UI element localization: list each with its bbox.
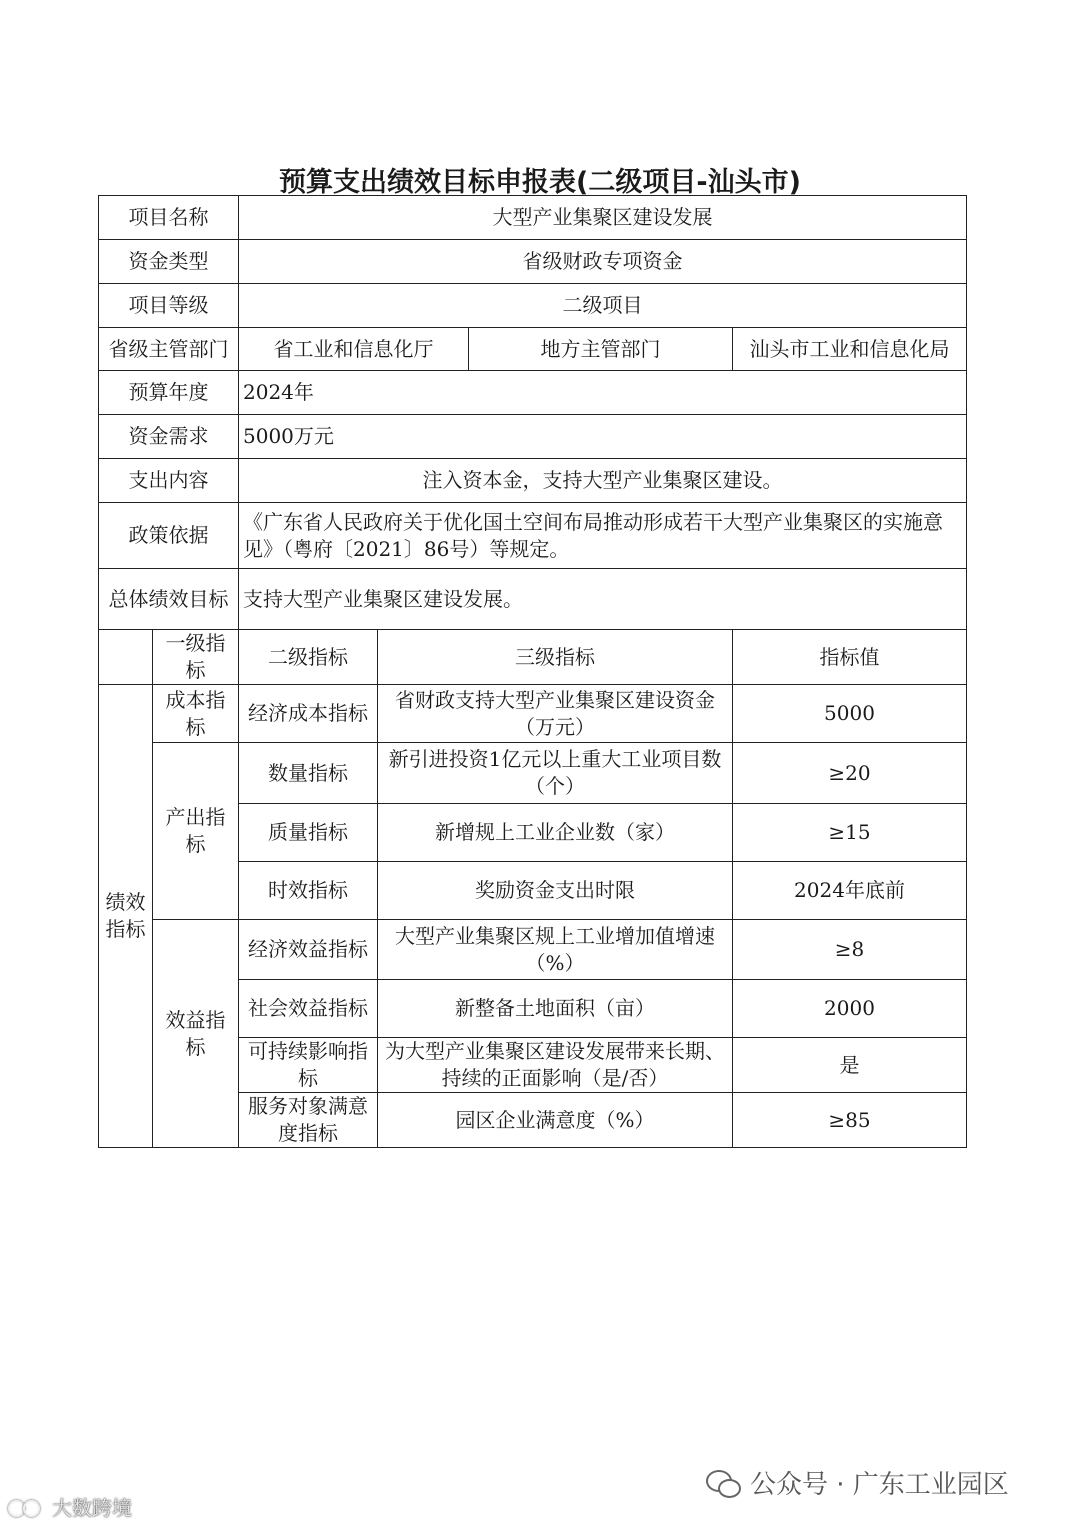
header-level3: 三级指标 (378, 630, 733, 685)
row-level2: 经济成本指标 (239, 685, 378, 743)
fund-type-label: 资金类型 (99, 240, 239, 284)
row-value: 5000 (733, 685, 967, 743)
prov-dept-label: 省级主管部门 (99, 328, 239, 371)
row-value: ≥8 (733, 920, 967, 980)
fund-demand-label: 资金需求 (99, 415, 239, 459)
project-level-label: 项目等级 (99, 284, 239, 328)
policy-basis-label: 政策依据 (99, 503, 239, 569)
row-level2: 质量指标 (239, 804, 378, 862)
row-level3: 省财政支持大型产业集聚区建设资金（万元） (378, 685, 733, 743)
header-level1: 一级指标 (153, 630, 239, 685)
local-dept-label: 地方主管部门 (469, 328, 733, 371)
wechat-watermark (706, 1464, 1009, 1501)
row-value: ≥20 (733, 743, 967, 804)
wechat-icon (706, 1468, 740, 1498)
row-level2: 可持续影响指标 (239, 1038, 378, 1093)
project-level-value: 二级项目 (239, 284, 967, 328)
project-name-label: 项目名称 (99, 196, 239, 240)
header-blank-cell (99, 630, 153, 685)
row-level3: 新增规上工业企业数（家） (378, 804, 733, 862)
row-level3: 新整备土地面积（亩） (378, 980, 733, 1038)
row-value: 是 (733, 1038, 967, 1093)
budget-year-label: 预算年度 (99, 371, 239, 415)
expense-content-label: 支出内容 (99, 459, 239, 503)
row-level2: 服务对象满意度指标 (239, 1093, 378, 1148)
header-level2: 二级指标 (239, 630, 378, 685)
output-indicator-label: 产出指标 (153, 743, 239, 920)
header-value: 指标值 (733, 630, 967, 685)
local-dept-value: 汕头市工业和信息化局 (733, 328, 967, 371)
row-level2: 社会效益指标 (239, 980, 378, 1038)
performance-target-table (98, 195, 967, 1148)
row-level2: 经济效益指标 (239, 920, 378, 980)
row-level2: 数量指标 (239, 743, 378, 804)
row-value: ≥85 (733, 1093, 967, 1148)
watermark-logo-icon (6, 1497, 46, 1517)
row-level3: 大型产业集聚区规上工业增加值增速（%） (378, 920, 733, 980)
fund-type-value: 省级财政专项资金 (239, 240, 967, 284)
row-level3: 为大型产业集聚区建设发展带来长期、持续的正面影响（是/否） (378, 1038, 733, 1093)
corner-watermark (6, 1492, 132, 1521)
project-name-value: 大型产业集聚区建设发展 (239, 196, 967, 240)
benefit-indicator-label: 效益指标 (153, 920, 239, 1148)
row-level3: 新引进投资1亿元以上重大工业项目数（个） (378, 743, 733, 804)
row-level3: 园区企业满意度（%） (378, 1093, 733, 1148)
page-title: 预算支出绩效目标申报表(二级项目-汕头市) (279, 167, 801, 198)
policy-basis-value: 《广东省人民政府关于优化国土空间布局推动形成若干大型产业集聚区的实施意见》（粤府〔2021〕86号）等规定。 (239, 503, 967, 569)
cost-indicator-label: 成本指标 (153, 685, 239, 743)
performance-indicators-label: 绩效指标 (99, 685, 153, 1148)
budget-year-value: 2024年 (239, 371, 967, 415)
overall-goal-label: 总体绩效目标 (99, 569, 239, 630)
wechat-watermark-text: 公众号 · 广东工业园区 (750, 1470, 1009, 1500)
row-value: ≥15 (733, 804, 967, 862)
row-level2: 时效指标 (239, 862, 378, 920)
row-value: 2024年底前 (733, 862, 967, 920)
row-level3: 奖励资金支出时限 (378, 862, 733, 920)
fund-demand-value: 5000万元 (239, 415, 967, 459)
expense-content-value: 注入资本金，支持大型产业集聚区建设。 (239, 459, 967, 503)
corner-watermark-text: 大数跨境 (52, 1496, 132, 1520)
overall-goal-value: 支持大型产业集聚区建设发展。 (239, 569, 967, 630)
prov-dept-value: 省工业和信息化厅 (239, 328, 469, 371)
row-value: 2000 (733, 980, 967, 1038)
